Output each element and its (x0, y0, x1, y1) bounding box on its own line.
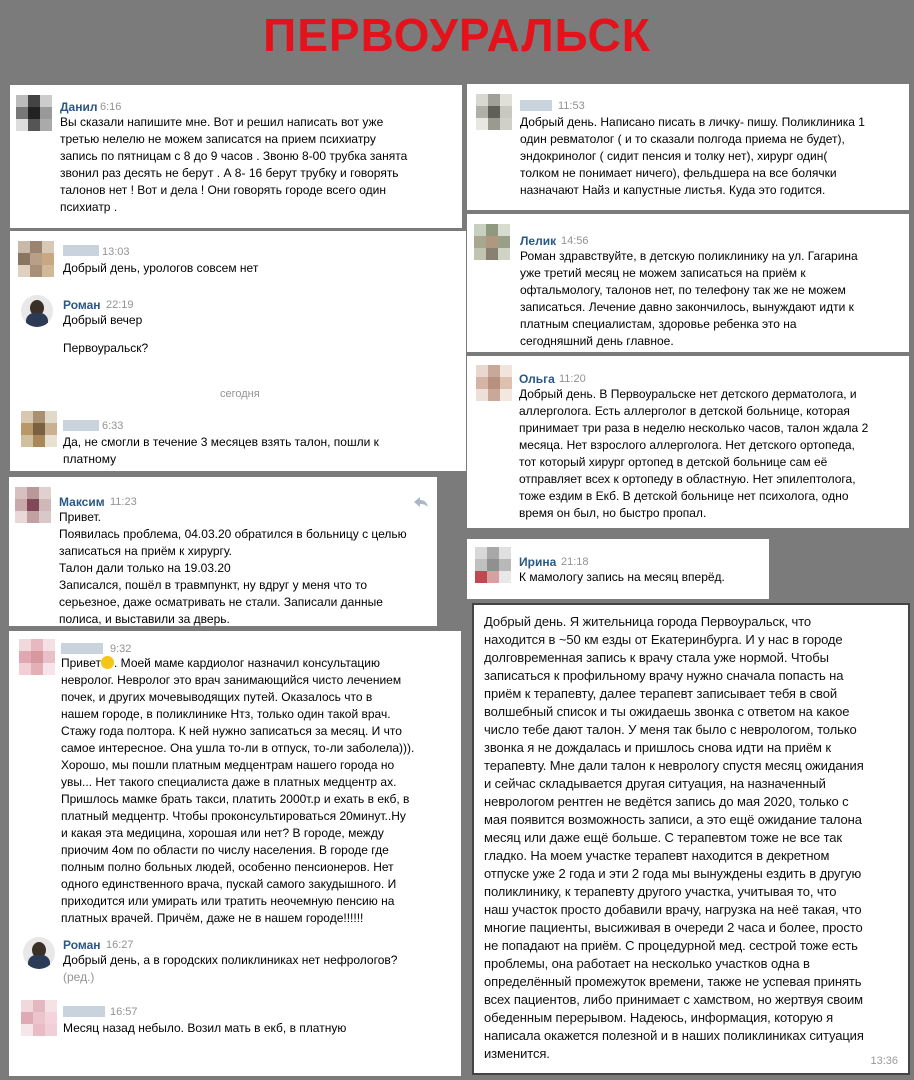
sender-name[interactable]: Данил (60, 100, 98, 114)
avatar[interactable] (475, 547, 511, 583)
avatar[interactable] (15, 487, 51, 523)
message-time: 21:18 (561, 556, 589, 568)
avatar[interactable] (476, 94, 512, 130)
blurred-sender-name (63, 245, 99, 256)
message-text: Добрый вечер (63, 313, 143, 327)
avatar-roman[interactable] (21, 295, 53, 327)
blurred-sender-name (63, 1006, 105, 1017)
avatar[interactable] (21, 1000, 57, 1036)
message-text: Добрый день, а в городских поликлиниках нет нефрологов? (63, 953, 398, 967)
message-panel-danil (10, 85, 462, 228)
message-text: Добрый день, урологов совсем нет (63, 261, 259, 275)
avatar[interactable] (18, 241, 54, 277)
message-text: Добрый день. В Первоуральске нет детского дерматолога, и аллерголога. Есть аллерголог в детской больнице, которая принимает три раза в неделю несколько часов, талон ждала 2 месяца. Нет взрослого аллерголога. Нет детского ортопеда, тот который хирург ортопед в детской больнице сам её отправляет всех к ортопеду в областную. Нет эпилептолога, тоже ездим в Екб. В детской больнице нет психолога, одно время он был, но быстро пропал. (519, 387, 869, 520)
message-time: 16:27 (106, 939, 134, 951)
message-text: Роман здравствуйте, в детскую поликлинику на ул. Гагарина уже третий месяц не можем записаться на приём к офтальмологу, талонов нет, по телефону так же не можем записаться. Лечение давно закончилось, вынуждают идти к платным специалистам, здоровье ребенка это на сегодняшний день главное. (520, 249, 858, 348)
reply-icon[interactable] (413, 496, 429, 508)
sender-name[interactable]: Ольга (519, 372, 555, 386)
message-time: 13:03 (102, 246, 130, 258)
message-time: 11:23 (110, 496, 137, 508)
sender-name[interactable]: Максим (59, 495, 105, 509)
sender-name[interactable]: Роман (63, 298, 101, 312)
message-time: 13:36 (870, 1055, 898, 1067)
message-time: 11:53 (558, 100, 585, 112)
message-text: К мамологу запись на месяц вперёд. (519, 570, 725, 584)
sender-name[interactable]: Ирина (519, 555, 557, 569)
message-panel-rheumatologist (467, 84, 909, 210)
message-text: Да, не смогли в течение 3 месяцев взять талон, пошли к платному (63, 435, 379, 466)
message-text: Вы сказали напишите мне. Вот и решил написать вот уже третью нелелю не можем записатся на прием психиатру запись по пятницам с 8 до 9 часов . Звоню 8-00 трубка занята звонил раз десять не берут . А 8- 16 берут трубку и говорять талонов нет ! Вот и дела ! Они говорять городе всего один психиатр . (60, 115, 408, 214)
message-time: 22:19 (106, 299, 134, 311)
smile-emoji-icon (101, 656, 114, 669)
sender-name[interactable]: Лелик (520, 234, 557, 248)
date-divider: сегодня (220, 388, 260, 400)
message-panel-nephrologist (9, 631, 461, 1076)
message-panel-long-letter (472, 603, 910, 1075)
avatar[interactable] (476, 365, 512, 401)
message-text: Привет . Моей маме кардиолог назначил консультацию невролог. Невролог это врач занимающийся чисто лечением почек, и других мочевыводящих путей. Оказалось что в нашем городе, в поликлинике Нтз, только один такой врач. Стажу года полтора. К ней нужно записаться за месяц. И что самое интересное. Она ушла то-ли в отпуск, то-ли заболела))). Хорошо, мы пошли платным медцентрам нашего города но увы... Нет такого специалиста даже в платных медцентр ах. Пришлось мамке брать такси, платить 2000т.р и ехать в екб, в платный медцентр. Чтобы проконсультироваться 20минут..Ну и какая эта медицина, хорошая или нет? В городе, между приочим 4ом по области по числу населения. В городе где полным полно больных людей, особенно пенсионеров. Нет одного единственного врача, пускай самого закудышного. И приходится или умирать или тратить неочемную пенсию на платных врачей. Причём, даже не в нашем городе!!!!!! (61, 656, 415, 925)
message-text: Добрый день. Я жительница города Первоуральск, что находится в ~50 км езды от Екатеринбурга. И у нас в городе долговременная запись к врачу стала уже нормой. Чтобы записаться к профильному врачу нужно сначала попасть на приём к терапевту, далее терапевт записывает тебя в свой волшебный список и ты ожидаешь звонка с ответом на какое число тебе дают талон. У меня так было с неврологом, только звонка я не дождалась и пришлось снова идти на приём к терапевту. Мне дали талон к неврологу спустя месяц ожидания и сейчас складывается другая ситуация, на назначенный неврологом рентген не ведётся запись до мая 2020, только с мая появится возможность записи, а это ещё ожидание талона месяц или даже ещё больше. С терапевтом тоже не все так гладко. На моем участке терапевт находится в декретном отпуске уже 2 года и эти 2 года мы вынуждены ездить в другую поликлинику, к терапевту другого участка, учитывая то, что наш участок просто добавили врачу, нагрузка на неё такая, что многие пациенты, высиживая в очереди 2 часа и более, просто не попадают на приём. С процедурной мед. сестрой тоже есть проблемы, она работает на несколько участков одна в определённый промежуток времени, также не успевая принять всех пациентов, либо принимает с хамством, но жертвуя своим обеденным перерывом. Надеюсь, информация, которую я написала окажется полезной и в наших поликлиниках ситуация изменится. (484, 614, 864, 1061)
message-panel-irina (467, 539, 769, 599)
avatar[interactable] (21, 411, 57, 447)
message-text: Первоуральск? (63, 341, 149, 355)
blurred-sender-name (520, 100, 552, 111)
page-title: ПЕРВОУРАЛЬСК (263, 9, 651, 61)
avatar[interactable] (16, 95, 52, 131)
message-time: 11:20 (559, 373, 586, 385)
avatar-roman[interactable] (23, 937, 55, 969)
sender-name[interactable]: Роман (63, 938, 101, 952)
blurred-sender-name (61, 643, 103, 654)
avatar[interactable] (474, 224, 510, 260)
message-text: Добрый день. Написано писать в личку- пишу. Поликлиника 1 один ревматолог ( и то сказали полгода приема не будет), эндокринолог ( сидит пенсия и толку нет), хирург один( толком не понимает ничего), фельдшера на все болячки назначают Найз и капустные листья. Куда это годится. (520, 115, 865, 197)
message-text: Привет. Появилась проблема, 04.03.20 обратился в больницу с целью записаться на приём к хирургу. Талон дали только на 19.03.20 Записался, пошёл в травмпункт, ну вдруг у меня что то серьезное, даже осматривать не стали. Записали данные полиса, и выставили за дверь. (59, 510, 407, 626)
edited-label: (ред.) (63, 970, 95, 984)
message-text: Месяц назад небыло. Возил мать в екб, в платную (63, 1021, 347, 1035)
avatar[interactable] (19, 639, 55, 675)
message-time: 6:16 (100, 101, 122, 113)
message-time: 16:57 (110, 1006, 138, 1018)
message-panel-olga (467, 356, 909, 528)
message-panel-lelik (467, 214, 909, 352)
blurred-sender-name (63, 420, 99, 431)
message-time: 6:33 (102, 420, 124, 432)
message-time: 9:32 (110, 643, 132, 655)
message-panel-maksim (9, 477, 437, 626)
message-panel-urologists (10, 231, 466, 471)
message-time: 14:56 (561, 235, 589, 247)
